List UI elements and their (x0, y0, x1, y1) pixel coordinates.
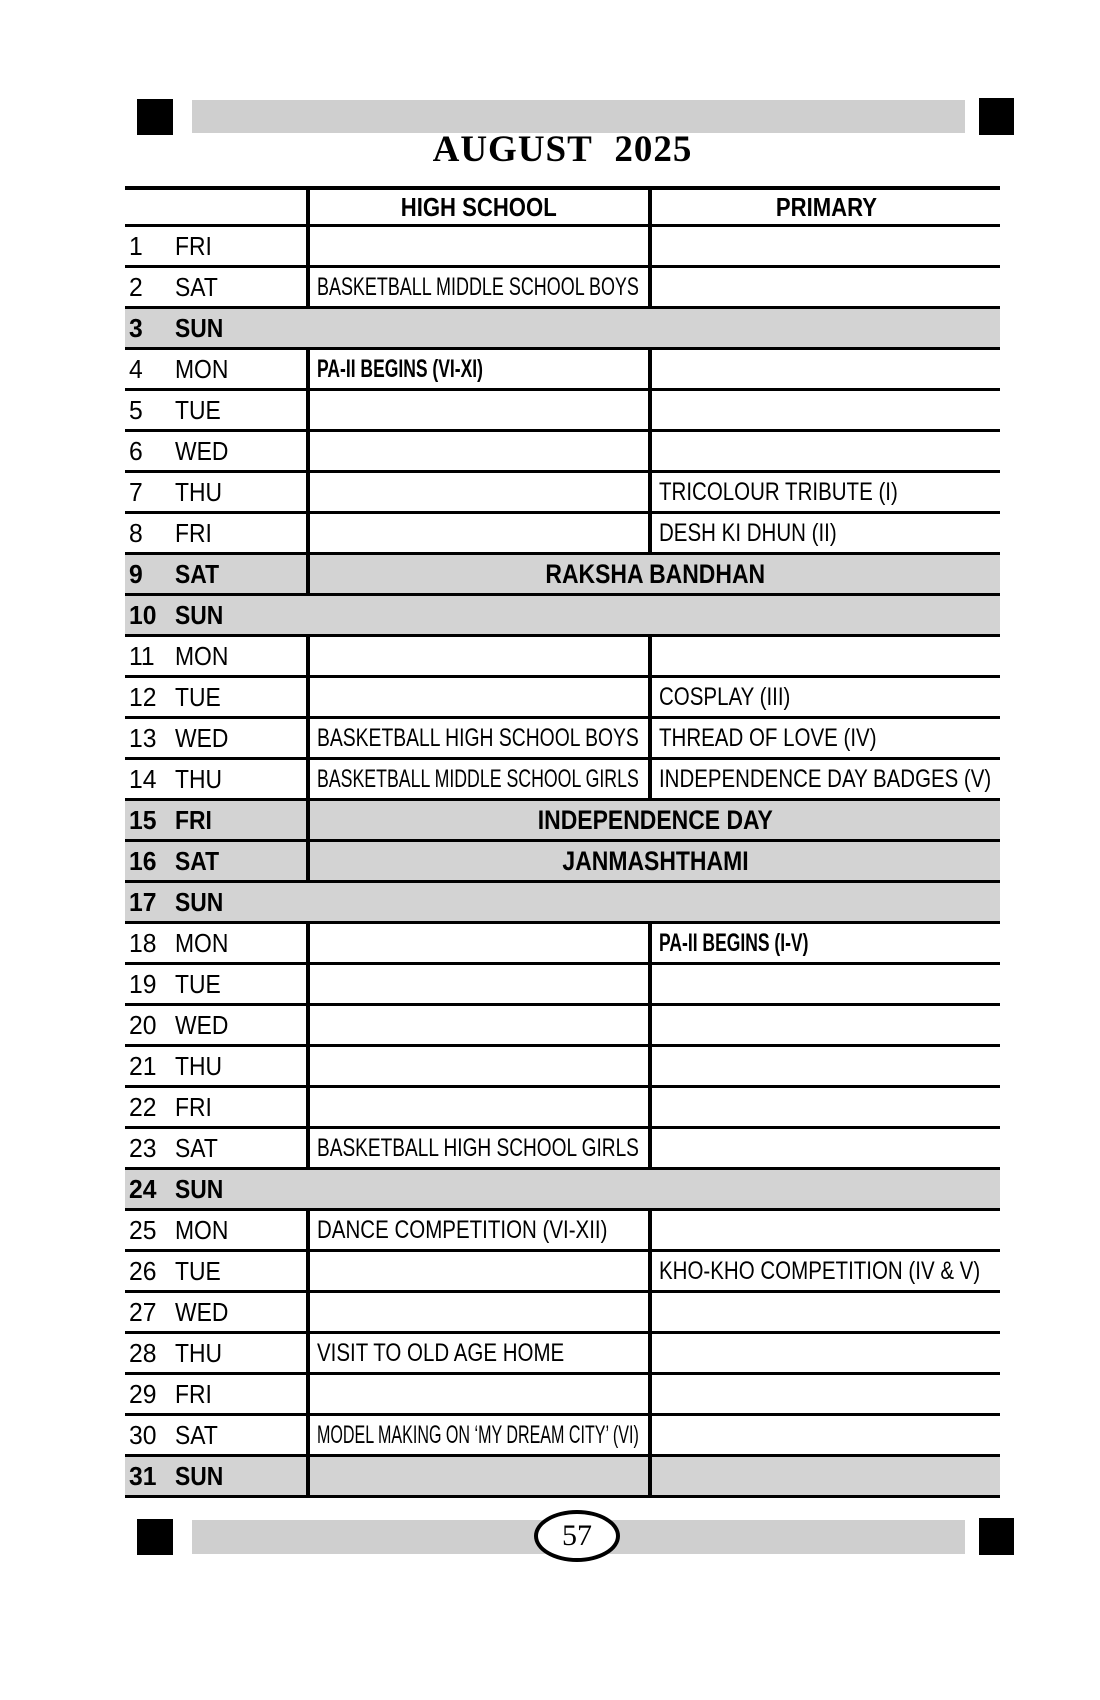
day-cell (125, 801, 306, 839)
day-name: SUN (175, 1173, 224, 1204)
row-11 (125, 637, 1000, 678)
row-17 (125, 883, 1000, 924)
day-name: WED (175, 435, 229, 466)
day-cell (125, 924, 306, 962)
day-cell (125, 1252, 306, 1290)
row-18 (125, 924, 1000, 965)
table-body (125, 227, 1000, 1498)
day-cell (125, 1375, 306, 1413)
primary-event-cell (648, 350, 1000, 388)
day-number: 11 (129, 640, 155, 671)
day-number: 20 (129, 1009, 157, 1040)
day-cell (125, 637, 306, 675)
day-number: 16 (129, 845, 157, 876)
day-number: 22 (129, 1091, 157, 1122)
primary-event-cell (648, 678, 1000, 716)
high-school-event-cell (306, 391, 648, 429)
day-cell (125, 1088, 306, 1126)
day-number: 28 (129, 1337, 157, 1368)
day-name: WED (175, 1009, 229, 1040)
primary-event-cell (648, 1375, 1000, 1413)
primary-event-cell (648, 760, 1000, 798)
event-label: DANCE COMPETITION (VI-XII) (317, 1215, 608, 1244)
day-number: 1 (129, 230, 143, 261)
day-cell (125, 268, 306, 306)
high-school-header-label: HIGH SCHOOL (401, 191, 557, 222)
row-3 (125, 309, 1000, 350)
day-name: FRI (175, 517, 212, 548)
row-23 (125, 1129, 1000, 1170)
day-cell (125, 965, 306, 1003)
event-label: MODEL MAKING ON ‘MY DREAM CITY’ (VI) (317, 1420, 639, 1449)
day-cell (125, 227, 306, 265)
day-cell (125, 309, 1000, 347)
day-number: 10 (129, 599, 157, 630)
day-cell (125, 391, 306, 429)
row-15 (125, 801, 1000, 842)
primary-header-label: PRIMARY (775, 191, 877, 222)
day-number: 25 (129, 1214, 157, 1245)
event-label: DESH KI DHUN (II) (659, 518, 837, 547)
day-name: THU (175, 476, 223, 507)
primary-event-cell (648, 432, 1000, 470)
day-name: WED (175, 1296, 229, 1327)
day-number: 6 (129, 435, 143, 466)
row-7 (125, 473, 1000, 514)
day-cell (125, 1293, 306, 1331)
day-name: FRI (175, 230, 212, 261)
page-number-badge (534, 1510, 620, 1562)
row-9 (125, 555, 1000, 596)
high-school-event-cell (306, 637, 648, 675)
day-cell (125, 473, 306, 511)
high-school-event-cell (306, 1129, 648, 1167)
day-number: 4 (129, 353, 143, 384)
table-header-row (125, 190, 1000, 227)
high-school-event-cell (306, 1088, 648, 1126)
high-school-event-cell (306, 678, 648, 716)
row-13 (125, 719, 1000, 760)
day-name: THU (175, 1337, 223, 1368)
primary-event-cell (648, 1252, 1000, 1290)
day-cell (125, 1457, 306, 1495)
page-title: AUGUST 2025 (432, 129, 693, 170)
day-cell (125, 1129, 306, 1167)
primary-event-cell (648, 1211, 1000, 1249)
day-number: 2 (129, 271, 143, 302)
holiday-banner-cell (306, 801, 1000, 839)
page-number: 57 (562, 1519, 592, 1552)
high-school-event-cell (306, 350, 648, 388)
day-number: 7 (129, 476, 143, 507)
high-school-event-cell (306, 1457, 648, 1495)
day-cell (125, 1047, 306, 1085)
bottom-right-corner-block (979, 1518, 1014, 1555)
primary-event-cell (648, 1457, 1000, 1495)
day-cell (125, 596, 1000, 634)
day-name: SAT (175, 1132, 218, 1163)
day-name: THU (175, 763, 223, 794)
day-name: SAT (175, 271, 218, 302)
row-4 (125, 350, 1000, 391)
row-1 (125, 227, 1000, 268)
event-label: VISIT TO OLD AGE HOME (317, 1338, 565, 1367)
day-name: TUE (175, 1255, 221, 1286)
row-12 (125, 678, 1000, 719)
holiday-banner-cell (306, 842, 1000, 880)
event-label: INDEPENDENCE DAY BADGES (V) (659, 764, 992, 793)
day-name: WED (175, 722, 229, 753)
day-cell (125, 432, 306, 470)
primary-event-cell (648, 268, 1000, 306)
day-name: THU (175, 1050, 223, 1081)
day-number: 17 (129, 886, 157, 917)
day-number: 31 (129, 1460, 157, 1491)
day-number: 8 (129, 517, 143, 548)
row-28 (125, 1334, 1000, 1375)
high-school-event-cell (306, 1006, 648, 1044)
day-cell (125, 1006, 306, 1044)
day-name: MON (175, 927, 229, 958)
holiday-label: RAKSHA BANDHAN (545, 558, 765, 589)
day-cell (125, 1334, 306, 1372)
day-cell (125, 760, 306, 798)
day-cell (125, 555, 306, 593)
holiday-label: JANMASHTHAMI (561, 845, 749, 876)
row-14 (125, 760, 1000, 801)
primary-column-header (648, 190, 1000, 224)
event-label: BASKETBALL MIDDLE SCHOOL BOYS (317, 272, 639, 301)
day-name: TUE (175, 968, 221, 999)
event-label: THREAD OF LOVE (IV) (659, 723, 877, 752)
day-number: 18 (129, 927, 157, 958)
row-16 (125, 842, 1000, 883)
high-school-column-header (306, 190, 648, 224)
day-name: MON (175, 640, 229, 671)
primary-event-cell (648, 1293, 1000, 1331)
high-school-event-cell (306, 432, 648, 470)
high-school-event-cell (306, 924, 648, 962)
high-school-event-cell (306, 1416, 648, 1454)
day-name: SUN (175, 312, 224, 343)
row-24 (125, 1170, 1000, 1211)
high-school-event-cell (306, 719, 648, 757)
row-27 (125, 1293, 1000, 1334)
event-label: KHO-KHO COMPETITION (IV & V) (659, 1256, 981, 1285)
day-number: 15 (129, 804, 157, 835)
day-cell (125, 678, 306, 716)
primary-event-cell (648, 965, 1000, 1003)
calendar-table (125, 186, 1000, 1498)
day-name: SUN (175, 886, 224, 917)
row-8 (125, 514, 1000, 555)
high-school-event-cell (306, 1375, 648, 1413)
day-number: 30 (129, 1419, 157, 1450)
high-school-event-cell (306, 227, 648, 265)
event-label: PA-II BEGINS (VI-XI) (317, 354, 483, 383)
primary-event-cell (648, 391, 1000, 429)
high-school-event-cell (306, 268, 648, 306)
day-name: SAT (175, 845, 220, 876)
day-number: 26 (129, 1255, 157, 1286)
primary-event-cell (648, 1129, 1000, 1167)
event-label: TRICOLOUR TRIBUTE (I) (659, 477, 898, 506)
day-number: 21 (129, 1050, 157, 1081)
day-number: 24 (129, 1173, 157, 1204)
row-2 (125, 268, 1000, 309)
high-school-event-cell (306, 1334, 648, 1372)
day-name: SAT (175, 1419, 218, 1450)
high-school-event-cell (306, 514, 648, 552)
day-number: 12 (129, 681, 157, 712)
primary-event-cell (648, 227, 1000, 265)
high-school-event-cell (306, 473, 648, 511)
event-label: PA-II BEGINS (I-V) (659, 928, 809, 957)
primary-event-cell (648, 719, 1000, 757)
row-5 (125, 391, 1000, 432)
primary-event-cell (648, 924, 1000, 962)
primary-event-cell (648, 1416, 1000, 1454)
event-label: BASKETBALL HIGH SCHOOL GIRLS (317, 1133, 639, 1162)
day-cell (125, 883, 1000, 921)
day-name: SUN (175, 599, 224, 630)
day-column-header (125, 190, 306, 224)
day-name: FRI (175, 804, 212, 835)
day-name: FRI (175, 1378, 212, 1409)
day-name: SAT (175, 558, 220, 589)
day-number: 5 (129, 394, 143, 425)
day-name: TUE (175, 394, 221, 425)
primary-event-cell (648, 1334, 1000, 1372)
row-6 (125, 432, 1000, 473)
day-name: FRI (175, 1091, 212, 1122)
high-school-event-cell (306, 965, 648, 1003)
day-number: 19 (129, 968, 157, 999)
row-21 (125, 1047, 1000, 1088)
primary-event-cell (648, 1006, 1000, 1044)
event-label: BASKETBALL MIDDLE SCHOOL GIRLS (317, 764, 639, 793)
row-19 (125, 965, 1000, 1006)
row-29 (125, 1375, 1000, 1416)
day-number: 27 (129, 1296, 157, 1327)
day-number: 14 (129, 763, 157, 794)
day-number: 3 (129, 312, 143, 343)
day-cell (125, 1416, 306, 1454)
row-31 (125, 1457, 1000, 1498)
day-name: SUN (175, 1460, 224, 1491)
day-number: 29 (129, 1378, 157, 1409)
primary-event-cell (648, 1047, 1000, 1085)
row-10 (125, 596, 1000, 637)
row-30 (125, 1416, 1000, 1457)
row-22 (125, 1088, 1000, 1129)
high-school-event-cell (306, 1211, 648, 1249)
primary-event-cell (648, 473, 1000, 511)
holiday-label: INDEPENDENCE DAY (537, 804, 773, 835)
high-school-event-cell (306, 1252, 648, 1290)
event-label: BASKETBALL HIGH SCHOOL BOYS (317, 723, 639, 752)
primary-event-cell (648, 1088, 1000, 1126)
day-number: 9 (129, 558, 143, 589)
bottom-left-corner-block (137, 1519, 173, 1555)
high-school-event-cell (306, 760, 648, 798)
day-cell (125, 1170, 1000, 1208)
day-cell (125, 842, 306, 880)
day-cell (125, 514, 306, 552)
day-cell (125, 350, 306, 388)
day-name: MON (175, 1214, 229, 1245)
row-20 (125, 1006, 1000, 1047)
day-name: TUE (175, 681, 221, 712)
primary-event-cell (648, 637, 1000, 675)
row-26 (125, 1252, 1000, 1293)
primary-event-cell (648, 514, 1000, 552)
day-cell (125, 1211, 306, 1249)
high-school-event-cell (306, 1047, 648, 1085)
row-25 (125, 1211, 1000, 1252)
day-name: MON (175, 353, 229, 384)
high-school-event-cell (306, 1293, 648, 1331)
day-number: 13 (129, 722, 157, 753)
day-number: 23 (129, 1132, 157, 1163)
holiday-banner-cell (306, 555, 1000, 593)
day-cell (125, 719, 306, 757)
event-label: COSPLAY (III) (659, 682, 791, 711)
